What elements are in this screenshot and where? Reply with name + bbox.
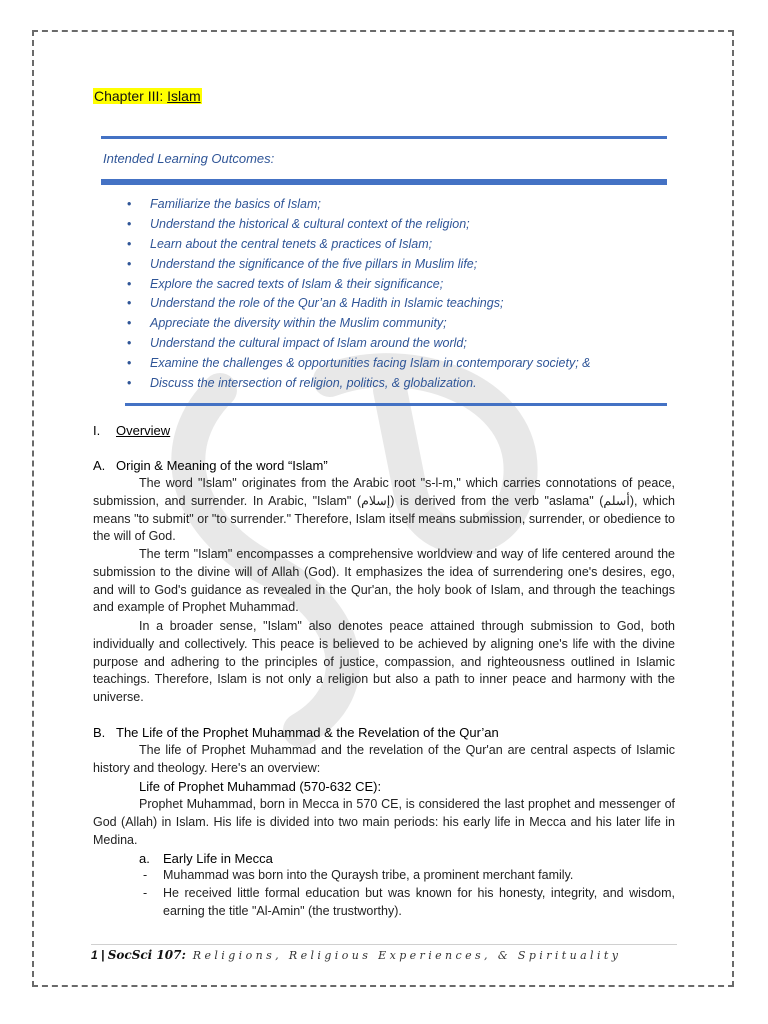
paragraph: In a broader sense, "Islam" also denotes peace attained through submission to God, both individually and collectively. This peace is believed to be achieved by aligning one's life with the divine purpose and adhering to the principles of justice, compassion, and righteousness outlined in Islamic teachings. Therefore, Islam is not only a religion but also a path to inner peace and harmony with the universe. [93, 619, 675, 705]
list-item: • Learn about the central tenets & practices of Islam; [125, 235, 591, 255]
chapter-name: Islam [167, 88, 201, 104]
list-item: • Understand the significance of the five pillars in Muslim life; [125, 255, 591, 275]
section-heading-overview: I. Overview [93, 423, 171, 438]
paragraph: The word "Islam" originates from the Arabic root "s-l-m," which carries connotations of peace, submission, and surrender. In Arabic, "Islam" (إسلام) is derived from the verb "aslama" (أسلم), which means "to submit" or "to surrender." Therefore, Islam itself means submission, surrender, or obedience to the will of God. [93, 476, 675, 544]
learning-outcomes-list [125, 195, 591, 394]
paragraph: The life of Prophet Muhammad and the revelation of the Qur'an are central aspects of Islamic history and theology. Here's an overview: [93, 743, 675, 775]
divider-line [125, 403, 667, 406]
section-heading-prophet: B. The Life of the Prophet Muhammad & the Revelation of the Qur’an [93, 725, 499, 740]
list-item: • Understand the historical & cultural context of the religion; [125, 215, 591, 235]
course-subject: Religions, Religious Experiences, & Spirituality [185, 949, 622, 962]
footer-divider [91, 944, 677, 945]
paragraph: Prophet Muhammad, born in Mecca in 570 CE, is considered the last prophet and messenger of God (Allah) in Islam. His life is divided into two main periods: his early life in Mecca and his later life in Medina. [93, 797, 675, 847]
section-heading-origin: A. Origin & Meaning of the word “Islam” [93, 458, 328, 473]
list-item: • Familiarize the basics of Islam; [125, 195, 591, 215]
list-item: • Explore the sacred texts of Islam & their significance; [125, 275, 591, 295]
list-item: - Muhammad was born into the Quraysh tribe, a prominent merchant family. [139, 867, 675, 885]
page-number: 1 [91, 948, 98, 962]
page-footer: 1 | SocSci 107: Religions, Religious Experiences, & Spirituality [91, 948, 622, 962]
ilo-heading: Intended Learning Outcomes: [103, 151, 275, 166]
list-item: • Understand the role of the Qur’an & Hadith in Islamic teachings; [125, 294, 591, 314]
divider-line [101, 136, 667, 139]
list-item: • Discuss the intersection of religion, politics, & globalization. [125, 374, 591, 394]
paragraph: The term "Islam" encompasses a comprehensive worldview and way of life centered around the submission to the divine will of Allah (God). It emphasizes the idea of surrendering one's desires, ego, and will to God's guidance as revealed in the Qur'an, the holy book of Islam, and through the teachings and example of Prophet Muhammad. [93, 547, 675, 615]
list-item: • Appreciate the diversity within the Muslim community; [125, 314, 591, 334]
early-life-list [139, 867, 675, 920]
subheading-life: Life of Prophet Muhammad (570-632 CE): [139, 779, 382, 794]
subheading-early-life: a. Early Life in Mecca [139, 851, 273, 866]
divider-line [101, 179, 667, 185]
list-item: - He received little formal education but was known for his honesty, integrity, and wisdom, earning the title "Al-Amin" (the trustworthy). [139, 885, 675, 921]
list-item: • Examine the challenges & opportunities facing Islam in contemporary society; & [125, 354, 591, 374]
course-code: SocSci 107: [107, 948, 186, 962]
list-item: • Understand the cultural impact of Islam around the world; [125, 334, 591, 354]
chapter-title: Chapter III: Islam [94, 88, 201, 104]
